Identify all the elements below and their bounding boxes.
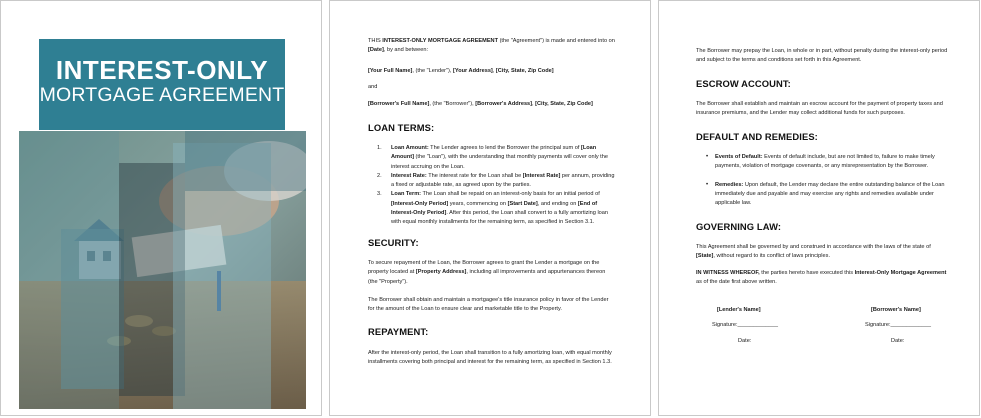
- borrower-date-label: Date:: [891, 338, 905, 344]
- default-list: [706, 153, 946, 217]
- cover-title-line2: MORTGAGE AGREEMENT: [39, 84, 285, 106]
- cover-page: [0, 0, 322, 416]
- list-item: • Remedies: Upon default, the Lender may declare the entire outstanding balance of the Loan immediately due and payable and may exercise any rights and remedies available under applicable law.: [706, 181, 945, 207]
- lender-name-field: [Lender's Name]: [717, 307, 761, 313]
- lender-date-label: Date:: [738, 338, 752, 344]
- and-line: and: [368, 84, 378, 90]
- governing-law-heading: GOVERNING LAW:: [696, 221, 782, 232]
- borrower-name-field: [Borrower's Name]: [871, 307, 921, 313]
- agreement-page-2: [658, 0, 980, 416]
- cover-photo: [19, 131, 306, 409]
- prepay-paragraph: The Borrower may prepay the Loan, in whole or in part, without penalty during the interest-only period and subject to the terms and conditions set forth in this Agreement.: [696, 48, 948, 64]
- list-item: 3. Loan Term: The Loan shall be repaid on an interest-only basis for an initial period of [Interest-Only Period] years, commencing on [Start Date], and ending on [End of Interest-Only Period]. After this period, the Loan shall convert to a fully amortizing loan with equal monthly installments for the remaining term, as specified in Section 3.1.: [377, 191, 609, 226]
- security-heading: SECURITY:: [368, 237, 419, 248]
- security-paragraph-2: The Borrower shall obtain and maintain a mortgagee's title insurance policy in favor of the Lender for the amount of the Loan to ensure clear and marketable title to the Property.: [368, 297, 609, 313]
- repayment-heading: REPAYMENT:: [368, 326, 429, 337]
- witness-paragraph: IN WITNESS WHEREOF, the parties hereto have executed this Interest-Only Mortgage Agreement as of the date first above written.: [696, 270, 947, 286]
- escrow-paragraph: The Borrower shall establish and maintain an escrow account for the payment of property taxes and insurance premiums, and the Lender may collect additional funds for such purposes.: [696, 101, 943, 117]
- list-item: 1. Loan Amount: The Lender agrees to lend the Borrower the principal sum of [Loan Amount] (the "Loan"), with the understanding that monthly payments will cover only the interest accruing on the Loan.: [377, 145, 608, 170]
- security-paragraph-1: To secure repayment of the Loan, the Borrower agrees to grant the Lender a mortgage on the property located at [Property Address], including all improvements and appurtenances thereon (the "Property").: [368, 260, 606, 285]
- house-model-photo-icon: [19, 131, 306, 409]
- borrower-line: [Borrower's Full Name], (the "Borrower"), [Borrower's Address], [City, State, Zip Code]: [368, 101, 593, 107]
- agreement-page-1: [329, 0, 651, 416]
- lender-line: [Your Full Name], (the "Lender"), [Your Address], [City, State, Zip Code]: [368, 68, 554, 74]
- list-item: • Events of Default: Events of default include, but are not limited to, failure to make timely payments, violation of mortgage covenants, or any misrepresentation by the Borrower.: [706, 154, 935, 170]
- list-item: 2. Interest Rate: The interest rate for the Loan shall be [Interest Rate] per annum, providing a fixed or adjustable rate, as agreed upon by the parties.: [377, 172, 615, 189]
- loan-terms-list: [377, 144, 615, 228]
- borrower-signature-line[interactable]: Signature:_____________: [865, 322, 931, 328]
- cover-title-line1: INTEREST-ONLY: [55, 55, 269, 85]
- escrow-heading: ESCROW ACCOUNT:: [696, 78, 791, 89]
- default-heading: DEFAULT AND REMEDIES:: [696, 131, 818, 142]
- governing-law-paragraph: This Agreement shall be governed by and construed in accordance with the laws of the state of [State], without regard to its conflict of laws principles.: [696, 244, 931, 260]
- lender-signature-line[interactable]: Signature:_____________: [712, 322, 778, 328]
- repayment-paragraph: After the interest-only period, the Loan shall transition to a fully amortizing loan, with equal monthly installments covering both principal and interest for the remaining term, as specified in Section 1.3.: [368, 350, 612, 366]
- cover-title-banner: [39, 39, 285, 130]
- loan-terms-heading: LOAN TERMS:: [368, 122, 435, 133]
- intro-paragraph: THIS INTEREST-ONLY MORTGAGE AGREEMENT (the "Agreement") is made and entered into on [Date], by and between:: [368, 38, 615, 54]
